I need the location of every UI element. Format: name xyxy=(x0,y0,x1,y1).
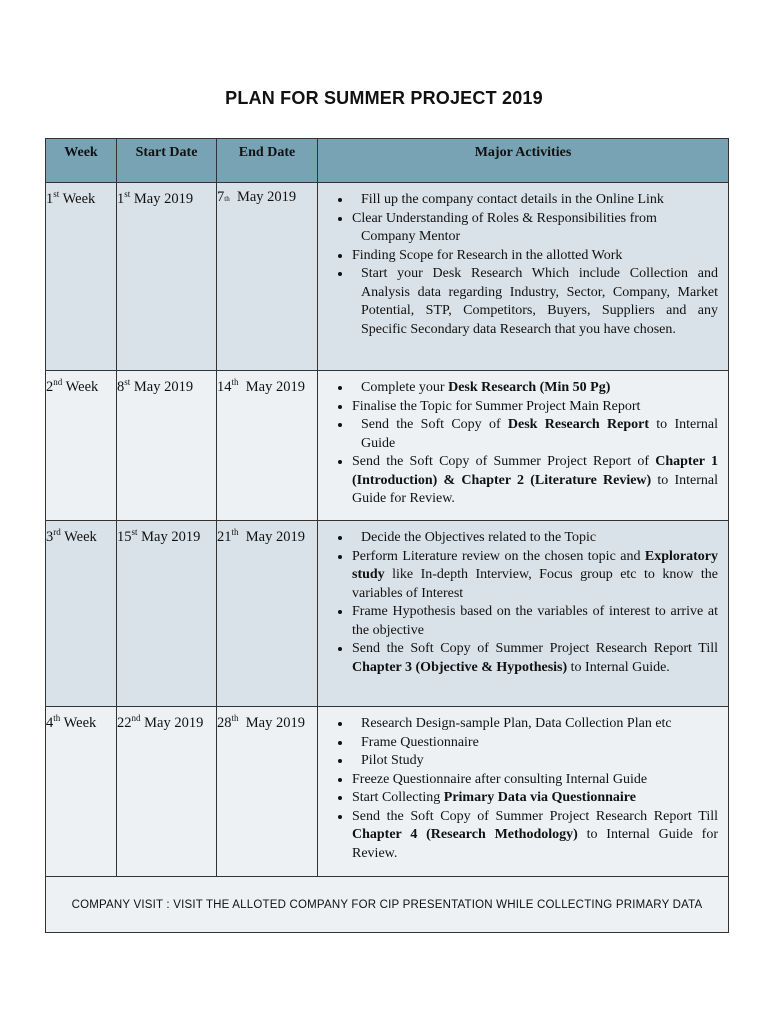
week-cell: 2nd Week xyxy=(46,371,117,521)
header-major-activities: Major Activities xyxy=(318,139,729,183)
activities-cell xyxy=(318,707,729,877)
list-item: • Pilot Study xyxy=(352,752,718,771)
week-cell: 3rd Week xyxy=(46,521,117,707)
list-item: • Perform Literature review on the chosen topic and Exploratory study like In-depth Interview, Focus group etc to know the variables of Interest xyxy=(352,548,718,604)
table-row xyxy=(46,707,729,877)
start-date-cell: 22nd May 2019 xyxy=(117,707,217,877)
header-start-date: Start Date xyxy=(117,139,217,183)
start-date-cell: 1st May 2019 xyxy=(117,183,217,371)
activities-list xyxy=(318,707,728,873)
activities-cell xyxy=(318,183,729,371)
activities-list xyxy=(318,371,728,519)
activities-list xyxy=(318,183,728,349)
activities-cell xyxy=(318,371,729,521)
list-item: • Send the Soft Copy of Summer Project Report of Chapter 1 (Introduction) & Chapter 2 (Literature Review) to Internal Guide for Review. xyxy=(352,453,718,509)
list-item: • Research Design-sample Plan, Data Collection Plan etc xyxy=(352,715,718,734)
end-date-cell: 21th May 2019 xyxy=(217,521,318,707)
list-item: • Decide the Objectives related to the Topic xyxy=(352,529,718,548)
list-item: • Complete your Desk Research (Min 50 Pg) xyxy=(352,379,718,398)
header-end-date: End Date xyxy=(217,139,318,183)
list-item: • Send the Soft Copy of Desk Research Report to Internal Guide xyxy=(352,416,718,453)
list-item: • Send the Soft Copy of Summer Project Research Report Till Chapter 4 (Research Methodology) to Internal Guide for Review. xyxy=(352,808,718,864)
list-item: • Fill up the company contact details in the Online Link xyxy=(352,191,718,210)
start-date-cell: 15st May 2019 xyxy=(117,521,217,707)
list-item: • Finding Scope for Research in the allotted Work xyxy=(352,247,718,266)
list-item: • Send the Soft Copy of Summer Project Research Report Till Chapter 3 (Objective & Hypothesis) to Internal Guide. xyxy=(352,640,718,677)
page-title: PLAN FOR SUMMER PROJECT 2019 xyxy=(225,88,543,108)
week-cell: 1st Week xyxy=(46,183,117,371)
activities-cell xyxy=(318,521,729,707)
table-row xyxy=(46,521,729,707)
table-row xyxy=(46,183,729,371)
table-header-row xyxy=(46,139,729,183)
footer-row xyxy=(46,877,729,933)
list-item: • Finalise the Topic for Summer Project Main Report xyxy=(352,398,718,417)
company-visit-note: COMPANY VISIT : VISIT THE ALLOTED COMPANY FOR CIP PRESENTATION WHILE COLLECTING PRIMARY DATA xyxy=(46,877,729,933)
list-item: • Freeze Questionnaire after consulting Internal Guide xyxy=(352,771,718,790)
list-item: • Start your Desk Research Which include Collection and Analysis data regarding Industry, Sector, Company, Market Potential, STP, Competitors, Buyers, Suppliers and any Specific Secondary data Research that you have chosen. xyxy=(352,265,718,339)
list-item: • Clear Understanding of Roles & Responsibilities from Company Mentor xyxy=(352,210,718,247)
plan-table xyxy=(45,138,729,933)
list-item: • Start Collecting Primary Data via Questionnaire xyxy=(352,789,718,808)
list-item: • Frame Questionnaire xyxy=(352,734,718,753)
list-item: • Frame Hypothesis based on the variables of interest to arrive at the objective xyxy=(352,603,718,640)
end-date-cell: 28th May 2019 xyxy=(217,707,318,877)
end-date-cell: 7th May 2019 xyxy=(217,183,318,371)
start-date-cell: 8st May 2019 xyxy=(117,371,217,521)
end-date-cell: 14th May 2019 xyxy=(217,371,318,521)
week-cell: 4th Week xyxy=(46,707,117,877)
table-row xyxy=(46,371,729,521)
activities-list xyxy=(318,521,728,687)
header-week: Week xyxy=(46,139,117,183)
